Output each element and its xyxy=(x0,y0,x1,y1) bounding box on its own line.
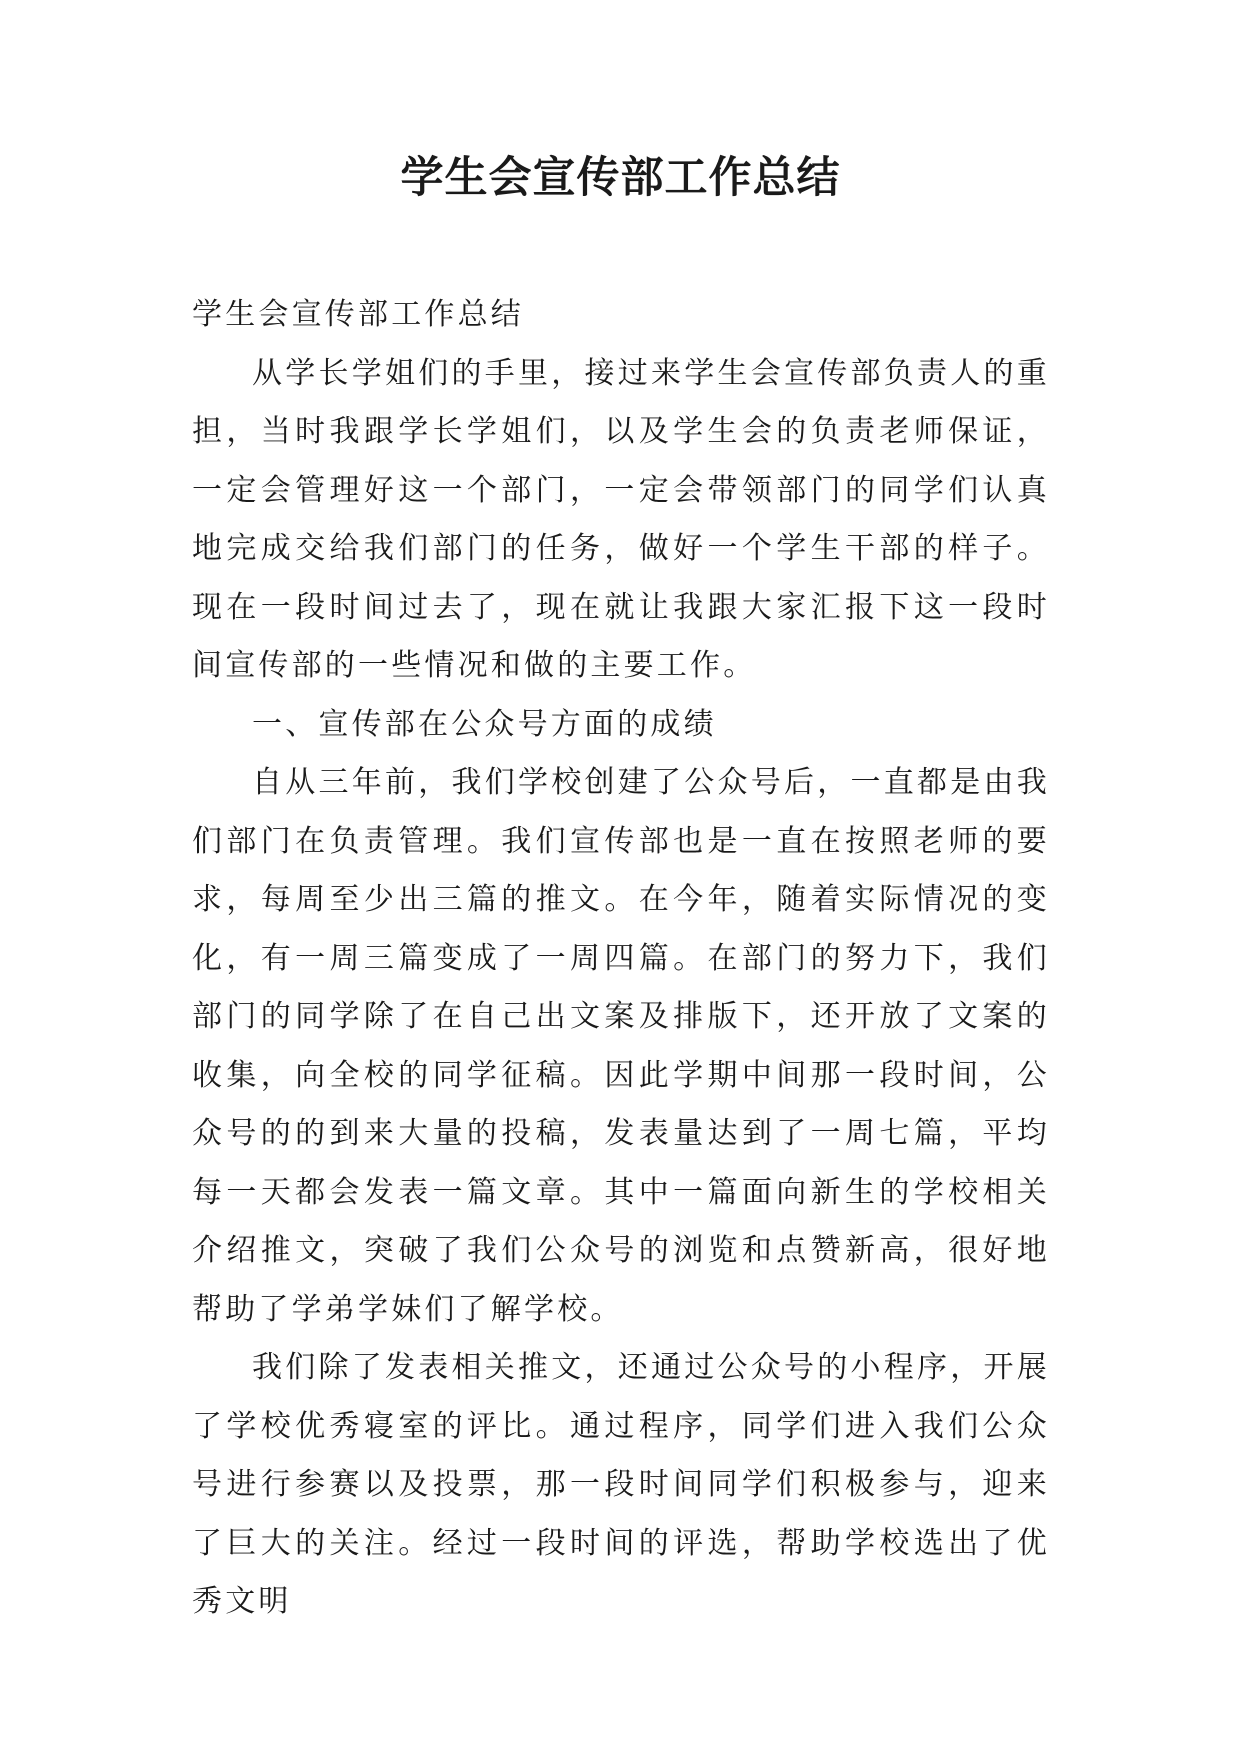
document-body xyxy=(192,286,1050,1632)
document-title: 学生会宣传部工作总结 xyxy=(400,153,841,203)
paragraph-dorm-contest: 我们除了发表相关推文，还通过公众号的小程序，开展了学校优秀寝室的评比。通过程序，同学们进入我们公众号进行参赛以及投票，那一段时间同学们积极参与，迎来了巨大的关注。经过一段时间的评选，帮助学校选出了优秀文明 xyxy=(192,1350,1050,1619)
paragraph-intro: 从学长学姐们的手里，接过来学生会宣传部负责人的重担，当时我跟学长学姐们，以及学生会的负责老师保证，一定会管理好这一个部门，一定会带领部门的同学们认真地完成交给我们部门的任务，做好一个学生干部的样子。现在一段时间过去了，现在就让我跟大家汇报下这一段时间宣传部的一些情况和做的主要工作。 xyxy=(192,355,1050,683)
section-heading-1: 一、宣传部在公众号方面的成绩 xyxy=(252,706,717,742)
paragraph-official-account: 自从三年前，我们学校创建了公众号后，一直都是由我们部门在负责管理。我们宣传部也是一直在按照老师的要求，每周至少出三篇的推文。在今年，随着实际情况的变化，有一周三篇变成了一周四篇。在部门的努力下，我们部门的同学除了在自己出文案及排版下，还开放了文案的收集，向全校的同学征稿。因此学期中间那一段时间，公众号的的到来大量的投稿，发表量达到了一周七篇，平均每一天都会发表一篇文章。其中一篇面向新生的学校相关介绍推文，突破了我们公众号的浏览和点赞新高，很好地帮助了学弟学妹们了解学校。 xyxy=(192,765,1050,1327)
subtitle-line: 学生会宣传部工作总结 xyxy=(192,297,524,332)
